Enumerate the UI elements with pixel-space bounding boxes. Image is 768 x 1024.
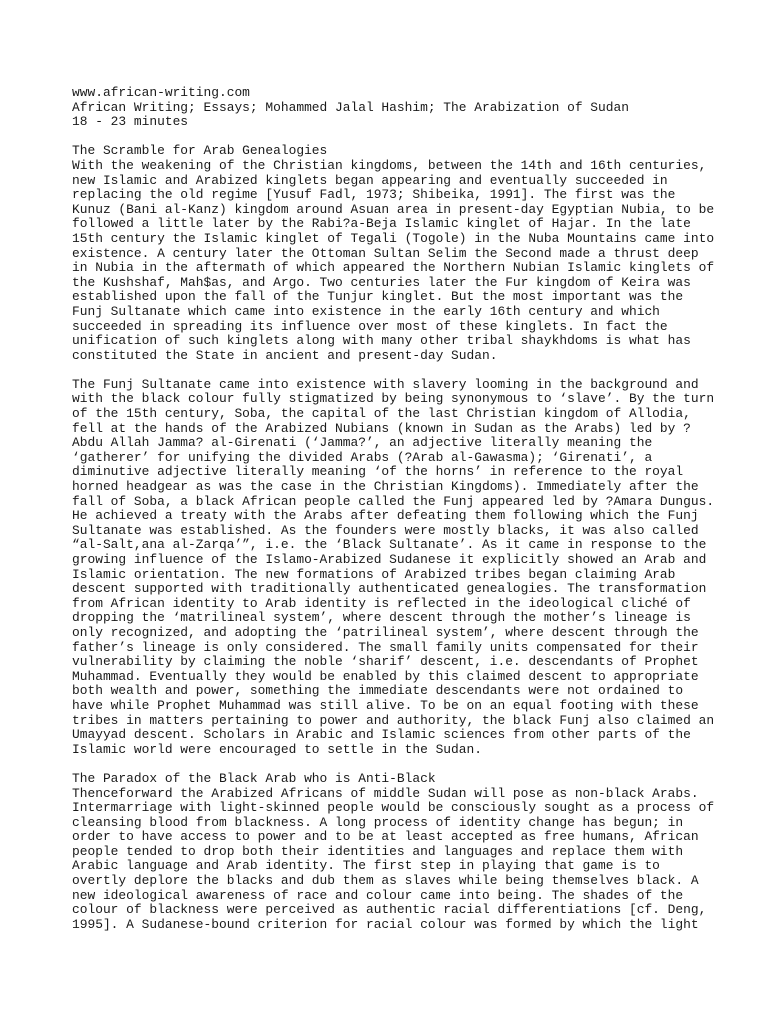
site-url[interactable]: www.african-writing.com bbox=[72, 85, 250, 100]
text-line: both wealth and power, something the immediate descendants were not ordained to bbox=[72, 683, 684, 699]
text-line: He achieved a treaty with the Arabs after defeating them following which the Funj bbox=[72, 508, 699, 524]
text-line: fell at the hands of the Arabized Nubians (known in Sudan as the Arabs) led by ? bbox=[72, 420, 691, 436]
text-line: Islamic orientation. The new formations of Arabized tribes began claiming Arab bbox=[72, 566, 676, 582]
text-line: Muhammad. Eventually they would be enabled by this claimed descent to appropriate bbox=[72, 668, 699, 684]
text-line: from African identity to Arab identity is reflected in the ideological cliché of bbox=[72, 595, 691, 611]
text-line: order to have access to power and to be at least accepted as free humans, African bbox=[72, 829, 699, 845]
section-heading-scramble: The Scramble for Arab Genealogies bbox=[72, 143, 328, 159]
text-line: father’s lineage is only considered. The small family units compensated for their bbox=[72, 639, 699, 655]
text-line: existence. A century later the Ottoman Sultan Selim the Second made a thrust deep bbox=[72, 245, 699, 261]
text-line: 15th century the Islamic kinglet of Tegali (Togole) in the Nuba Mountains came into bbox=[72, 230, 715, 246]
text-line: overtly deplore the blacks and dub them as slaves while being themselves black. A bbox=[72, 873, 699, 889]
text-line: Arabic language and Arab identity. The first step in playing that game is to bbox=[72, 858, 660, 874]
text-line: replacing the old regime [Yusuf Fadl, 1973; Shibeika, 1991]. The first was the bbox=[72, 187, 676, 203]
spacer bbox=[72, 363, 712, 378]
text-line: in Nubia in the aftermath of which appeared the Northern Nubian Islamic kinglets of bbox=[72, 260, 715, 276]
text-line: With the weakening of the Christian kingdoms, between the 14th and 16th centuries, bbox=[72, 157, 707, 173]
text-line: followed a little later by the Rabi?a-Beja Islamic kinglet of Hajar. In the late bbox=[72, 216, 691, 232]
text-line: horned headgear as was the case in the Christian Kingdoms). Immediately after the bbox=[72, 479, 699, 495]
text-line: unification of such kinglets along with many other tribal shaykhdoms is what has bbox=[72, 333, 691, 349]
text-line: Umayyad descent. Scholars in Arabic and Islamic sciences from other parts of the bbox=[72, 727, 691, 743]
text-line: growing influence of the Islamo-Arabized Sudanese it explicitly showed an Arab and bbox=[72, 552, 707, 567]
text-line: colour of blackness were perceived as authentic racial differentiations [cf. Deng, bbox=[72, 902, 707, 918]
section-heading-paradox: The Paradox of the Black Arab who is Anti-Black bbox=[72, 770, 436, 786]
text-line: Abdu Allah Jamma? al-Girenati (‘Jamma?’, an adjective literally meaning the bbox=[72, 435, 653, 451]
text-line: of the 15th century, Soba, the capital of the last Christian kingdom of Allodia, bbox=[72, 406, 691, 422]
text-line: have while Prophet Muhammad was still alive. To be on an equal footing with these bbox=[72, 697, 699, 713]
text-line: The Funj Sultanate came into existence with slavery looming in the background and bbox=[72, 376, 699, 392]
text-line: dropping the ‘matrilineal system’, where descent through the mother’s lineage is bbox=[72, 610, 691, 626]
text-line: ‘gatherer’ for unifying the divided Arabs (?Arab al-Gawasma); ‘Girenati’, a bbox=[72, 449, 653, 465]
spacer bbox=[72, 757, 712, 772]
text-line: Kunuz (Bani al-Kanz) kingdom around Asuan area in present-day Egyptian Nubia, to be bbox=[72, 201, 715, 217]
text-line: people tended to drop both their identities and languages and replace them with bbox=[72, 843, 684, 859]
text-line: Intermarriage with light-skinned people would be consciously sought as a process of bbox=[72, 800, 715, 816]
breadcrumb: African Writing; Essays; Mohammed Jalal Hashim; The Arabization of Sudan bbox=[72, 99, 629, 115]
reading-time: 18 - 23 minutes bbox=[72, 114, 189, 130]
text-line: succeeded in spreading its influence over most of these kinglets. In fact the bbox=[72, 318, 668, 334]
text-line: cleansing blood from blackness. A long process of identity change has begun; in bbox=[72, 814, 684, 830]
text-line: the Kushshaf, Mah$as, and Argo. Two centuries later the Fur kingdom of Keira was bbox=[72, 274, 691, 290]
spacer bbox=[72, 130, 712, 145]
text-line: Islamic world were encouraged to settle in the Sudan. bbox=[72, 741, 482, 757]
text-line: fall of Soba, a black African people called the Funj appeared led by ?Amara Dungus. bbox=[72, 493, 715, 509]
text-line: constituted the State in ancient and present-day Sudan. bbox=[72, 347, 498, 363]
text-line: 1995]. A Sudanese-bound criterion for racial colour was formed by which the light bbox=[72, 916, 699, 932]
text-line: Sultanate was established. As the founders were mostly blacks, it was also called bbox=[72, 522, 699, 538]
text-line: new ideological awareness of race and colour came into being. The shades of the bbox=[72, 887, 684, 903]
section-funj-body bbox=[72, 376, 715, 757]
document-page bbox=[72, 85, 715, 932]
text-line: with the black colour fully stigmatized by being synonymous to ‘slave’. By the turn bbox=[72, 391, 715, 407]
text-line: descent supported with traditionally authenticated genealogies. The transformation bbox=[72, 581, 707, 597]
section-paradox-body bbox=[72, 785, 715, 933]
text-line: Funj Sultanate which came into existence in the early 16th century and which bbox=[72, 303, 660, 319]
text-line: “al-Salt,ana al-Zarqa’”, i.e. the ‘Black Sultanate’. As it came in response to the bbox=[72, 537, 707, 553]
text-line: established upon the fall of the Tunjur kinglet. But the most important was the bbox=[72, 289, 684, 305]
text-line: new Islamic and Arabized kinglets began appearing and eventually succeeded in bbox=[72, 172, 668, 188]
text-line: tribes in matters pertaining to power and authority, the black Funj also claimed an bbox=[72, 712, 715, 728]
text-line: diminutive adjective literally meaning ‘of the horns’ in reference to the royal bbox=[72, 464, 684, 480]
text-line: vulnerability by claiming the noble ‘sharif’ descent, i.e. descendants of Prophet bbox=[72, 654, 699, 670]
text-line: Thenceforward the Arabized Africans of middle Sudan will pose as non-black Arabs. bbox=[72, 785, 699, 801]
section-scramble-body bbox=[72, 157, 715, 363]
text-line: only recognized, and adopting the ‘patrilineal system’, where descent through the bbox=[72, 624, 699, 640]
